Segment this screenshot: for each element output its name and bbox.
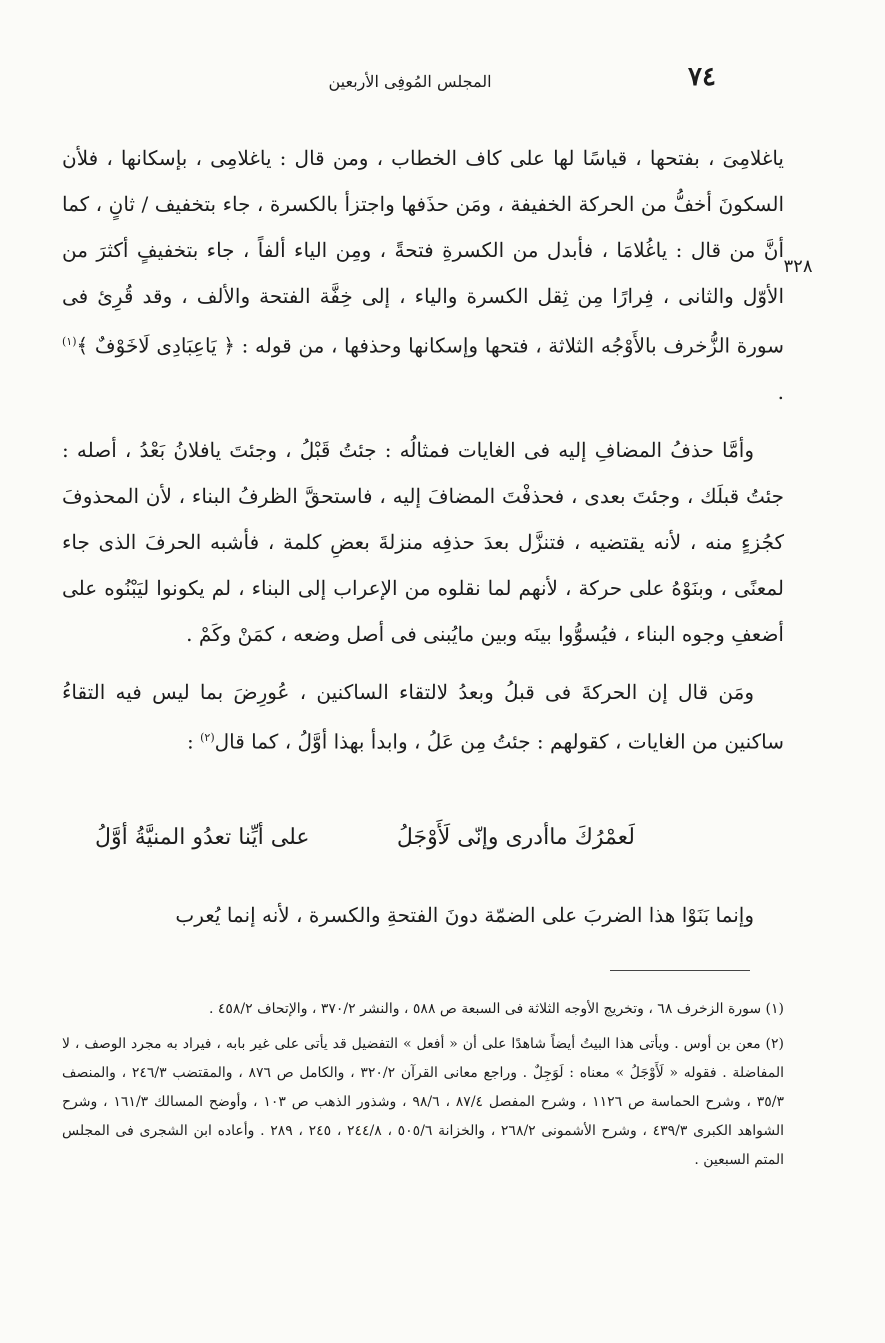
footnote-1: (١) سورة الزخرف ٦٨ ، وتخريج الأوجه الثلاثة فى السبعة ص ٥٨٨ ، والنشر ٣٧٠/٢ ، والإتحاف ٤٥٨/٢ . [208,1001,784,1017]
paragraph-3-text: ومَن قال إن الحركةَ فى قبلُ وبعدُ لالتقاء الساكنين ، عُورِضَ بما ليس فيه التقاءُ ساكنين من الغايات ، كقولهم : جئتُ مِن عَلُ ، وابدأ بهذا أوَّلُ ، كما قال [62,679,784,754]
paragraph-1 [62,135,784,415]
page-number: ٧٤ [688,62,716,92]
poetry-verse [95,825,635,850]
verse-first-hemistich: لَعمْرُكَ ماأدرى وإنّى لَأَوْجَلُ [396,825,635,850]
page-header [0,62,885,102]
footnote-separator [610,970,750,971]
paragraph-3-end: : [186,729,201,754]
running-title: المجلس المُوفِى الأربعين [328,72,492,91]
footnote-2: (٢) معن بن أوس . ويأتى هذا البيتُ أيضاً شاهدًا على أن « أفعل » التفضيل قد يأتى على غير بابه ، فيراد به مجرد الوصف ، لا المفاضلة . فقوله « لَأَوْجَلُ » معناه : لَوَجِلٌ . وراجع معانى القرآن ٣٢٠/٢ ، والكامل ص ٨٧٦ ، والمقتضب ٢٤٦/٣ ، والمنصف ٣٥/٣ ، وشرح الحماسة ص ١١٢٦ ، وشرح المفصل ٨٧/٤ ، ٩٨/٦ ، وشذور الذهب ص ١٠٣ ، وأوضح المسالك ١٦١/٣ ، وشرح الشواهد الكبرى ٤٣٩/٣ ، وشرح الأشمونى ٢٦٨/٢ ، والخزانة ٥٠٥/٦ ، ٢٤٤/٨ ، ٢٤٥ ، ٢٨٩ . وأعاده ابن الشجرى فى المجلس المتم السبعين . [62,1036,785,1168]
footnote-ref-2: (٢) [200,730,215,744]
paragraph-4: وإنما بَنَوْا هذا الضربَ على الضمّة دونَ الفتحةِ والكسرة ، لأنه إنما يُعرب [175,903,754,927]
margin-page-reference: ٣٢٨ [783,256,813,277]
paragraph-1-end: . [777,379,784,404]
paragraph-1-text: ياغلامِىَ ، بفتحها ، قياسًا لها على كاف الخطاب ، ومن قال : ياغلامِى ، بإسكانها ، فلأن السكونَ أخفُّ من الحركة الخفيفة ، ومَن حذَفها واجتزأ بالكسرة ، جاء بتخفيف / ثانٍ ، كما أنَّ من قال : ياغُلامَا ، فأبدل من الكسرةِ فتحةً ، ومِن الياء ألفاً ، جاء بتخفيفٍ أكثرَ من الأوّل والثانى ، فِرارًا مِن ثِقل الكسرة والياء ، إلى خِفَّة الفتحة والألف ، وقد قُرِئ فى سورة الزُّخرف بالأَوْجُه الثلاثة ، فتحها وإسكانها وحذفها ، من قوله : ﴿ يَاعِبَادِى لَاخَوْفٌ ﴾ [62,146,784,358]
main-text [62,135,784,776]
footnote-ref-1: (١) [62,335,77,348]
paragraph-2: وأمَّا حذفُ المضافِ إليه فى الغايات فمثالُه : جئتُ قَبْلُ ، وجئتَ يافلانُ بَعْدُ ، أصله : جئتُ قبلَك ، وجئتَ بعدى ، فحذفْتَ المضافَ إليه ، فاستحقَّ الظرفُ البناء ، لأن المحذوفَ كجُزءٍ منه ، لأنه يقتضيه ، فتنزَّل بعدَ حذفِه منزلةَ بعضِ كلمة ، فأشبه الحرفَ الذى جاء لمعنًى ، وبنَوْهُ على حركة ، لأنهم لما نقلوه من الإعراب إلى البناء ، لم يكونوا ليَبْنُوه على أضعفِ وجوه البناء ، فيُسوُّوا بينَه وبين مايُبنى فى أصل وضعه ، كمَنْ وكَمْ . [62,437,784,646]
verse-second-hemistich: على أيِّنا تعدُو المنيَّةُ أوَّلُ [95,825,310,850]
footnotes [62,995,784,1181]
paragraph-3 [62,669,784,765]
